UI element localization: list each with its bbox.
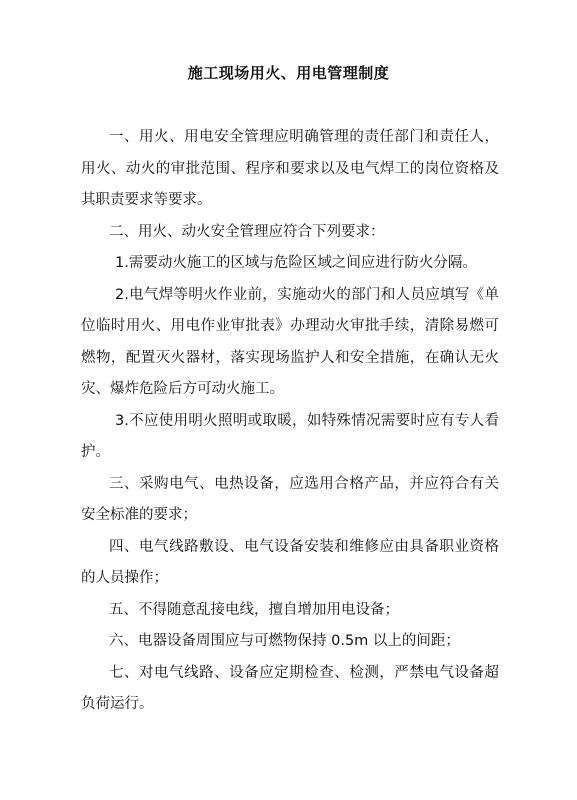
paragraph-2-item-2: 2.电气焊等明火作业前，实施动火的部门和人员应填写《单位临时用火、用电作业审批表》办理动火审批手续，清除易燃可燃物，配置灭火器材，落实现场监护人和安全措施，在确认无火灾、爆炸危险后方可动火施工。	[81, 286, 499, 397]
paragraph-5: 五、不得随意乱接电线，擅自增加用电设备；	[109, 601, 399, 618]
paragraph-3: 三、采购电气、电热设备，应选用合格产品，并应符合有关安全标准的要求；	[81, 475, 499, 523]
document-body	[81, 122, 499, 721]
document-title: 施工现场用火、用电管理制度	[187, 64, 390, 82]
paragraph-2-item-3: 3.不应使用明火照明或取暖，如特殊情况需要时应有专人看护。	[81, 412, 499, 460]
paragraph-7: 七、对电气线路、设备应定期检查、检测，严禁电气设备超负荷运行。	[81, 664, 499, 712]
paragraph-2-item-1: 1.需要动火施工的区域与危险区域之间应进行防火分隔。	[115, 255, 477, 271]
paragraph-4: 四、电气线路敷设、电气设备安装和维修应由具备职业资格的人员操作；	[81, 538, 499, 586]
paragraph-1: 一、用火、用电安全管理应明确管理的责任部门和责任人，用火、动火的审批范围、程序和要求以及电气焊工的岗位资格及其职责要求等要求。	[81, 129, 499, 208]
paragraph-2: 二、用火、动火安全管理应符合下列要求：	[109, 223, 385, 240]
paragraph-6: 六、电器设备周围应与可燃物保持 0.5m 以上的间距；	[109, 633, 460, 649]
